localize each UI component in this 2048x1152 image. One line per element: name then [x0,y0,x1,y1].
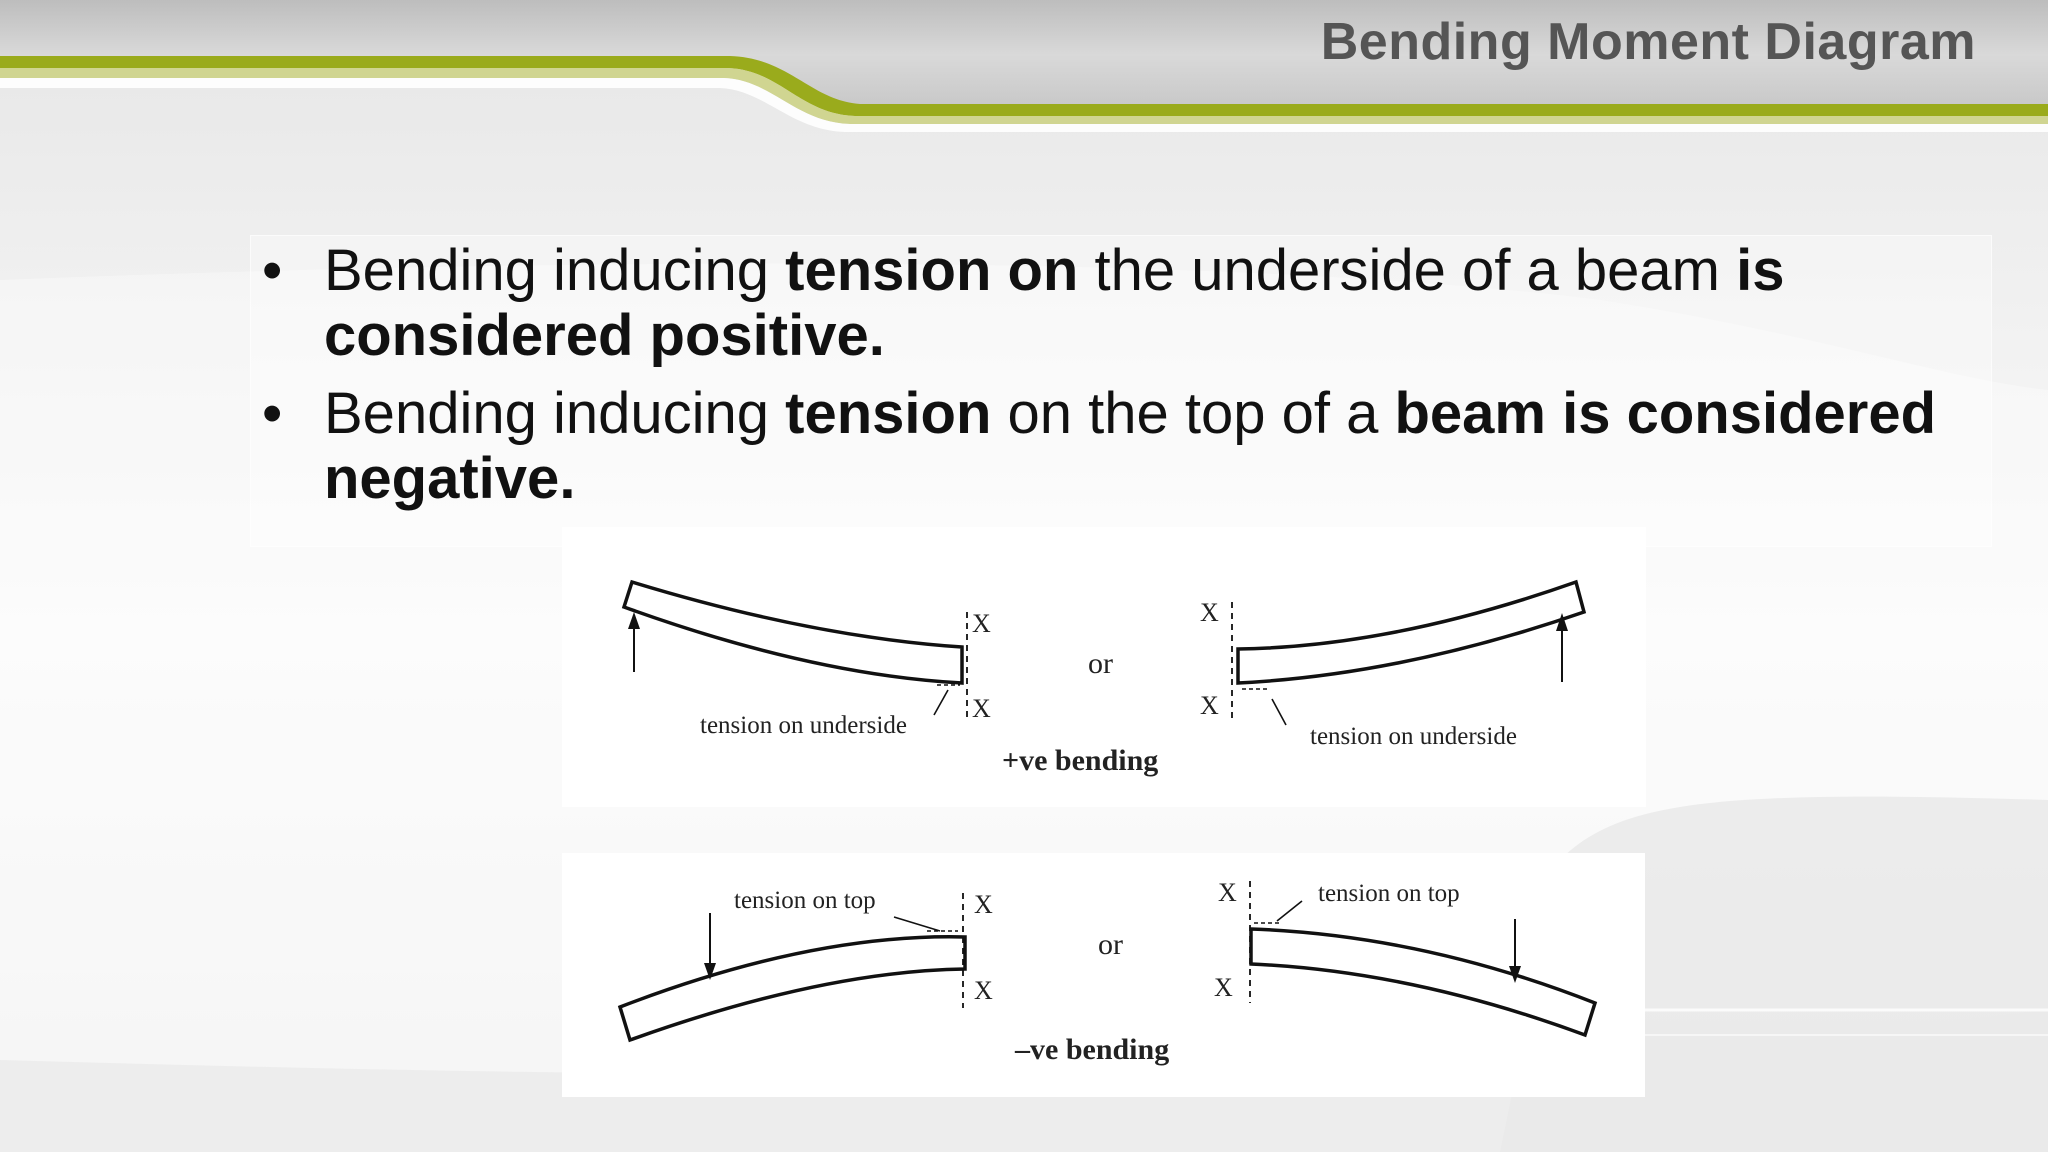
left-section-label-top: X [972,609,991,638]
left-note-leader [894,917,940,931]
left-reaction-arrowhead [628,612,640,629]
right-note: tension on top [1318,880,1460,907]
bullet-text-bold: tension on [785,238,1079,303]
bullet-text-bold: tension [785,381,992,446]
bullet-text-bold: is considered positive. [324,238,1785,368]
bullet-item-positive [262,238,1962,368]
right-beam [1238,582,1584,683]
caption-positive: +ve bending [1002,744,1159,777]
bullet-list [262,238,1962,524]
bullet-marker: • [262,238,283,303]
right-note: tension on underside [1310,723,1517,750]
left-note: tension on top [734,887,876,914]
slide-title: Bending Moment Diagram [1320,13,1976,71]
left-section-label-bottom: X [972,694,991,723]
negative-bending-figure [562,853,1645,1097]
left-beam [620,937,965,1040]
right-section-label-bottom: X [1200,691,1219,720]
positive-bending-figure [562,527,1646,807]
bullet-text-segment: Bending inducing [324,381,786,446]
or-label: or [1088,647,1113,680]
right-section-label-bottom: X [1214,973,1233,1002]
bullet-marker: • [262,381,283,446]
right-note-leader [1277,901,1302,921]
left-section-label-top: X [974,890,993,919]
or-label: or [1098,928,1123,961]
right-section-label-top: X [1218,878,1237,907]
bullet-text-segment: Bending inducing [324,238,786,303]
left-beam [624,582,962,683]
bullet-text-segment: on the top of a [991,381,1395,446]
bullet-text-segment: the underside of a beam [1078,238,1737,303]
left-note: tension on underside [700,712,907,739]
right-note-leader [1272,699,1286,725]
bullet-item-negative [262,381,1962,511]
right-beam [1251,929,1595,1035]
right-section-label-top: X [1200,598,1219,627]
caption-negative: –ve bending [1015,1033,1170,1066]
left-note-leader [934,690,948,715]
left-section-label-bottom: X [974,976,993,1005]
bullet-text-bold: beam is considered negative. [324,381,1937,511]
